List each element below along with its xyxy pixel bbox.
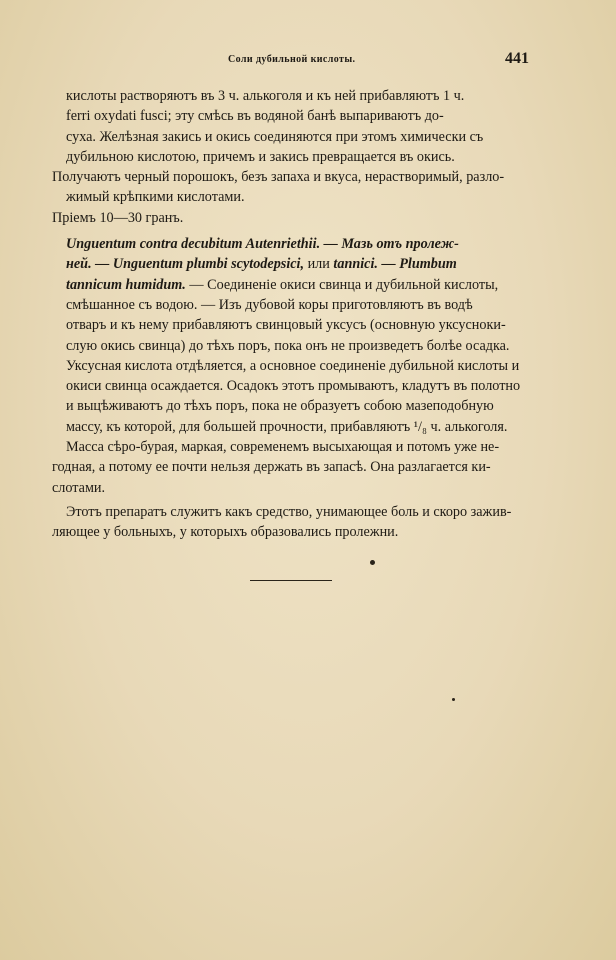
text-line: слотами. — [52, 479, 106, 496]
ink-speck — [370, 560, 375, 565]
running-title: Соли дубильной кислоты. — [228, 54, 356, 65]
paragraph-usage — [52, 502, 530, 543]
paragraph-dose: Пріемъ 10—30 гранъ. — [52, 209, 184, 226]
text-fragment: или — [304, 256, 334, 273]
paragraph-1 — [52, 86, 530, 167]
text-line: отваръ и къ нему прибавляютъ свинцовый уксусъ (основную уксусноки- — [66, 317, 506, 334]
ointment-title: tannicum humidum. — [66, 276, 186, 293]
body-text — [52, 86, 530, 543]
ointment-title: tannici. — Plumbum — [333, 256, 457, 273]
text-line: Уксусная кислота отдѣляется, а основное соединеніе дубильной кислоты и — [66, 357, 520, 374]
text-line: Масса сѣро-бурая, маркая, современемъ высыхающая и потомъ уже не- — [66, 439, 500, 456]
text-line: слую окись свинца) до тѣхъ поръ, пока онъ не произведетъ болѣе осадка. — [66, 337, 510, 354]
ointment-title: Unguentum contra decubitum Autenriethii. — Мазь отъ пролеж- — [66, 236, 459, 253]
ointment-title: ней. — Unguentum plumbi scytodepsici, — [66, 256, 305, 273]
text-line: кислоты растворяютъ въ 3 ч. алькоголя и къ ней прибавляютъ 1 ч. — [66, 88, 465, 104]
text-fragment: — Соединеніе окиси свинца и дубильной кислоты, — [185, 276, 499, 293]
page-number: 441 — [505, 50, 529, 67]
text-line: дубильною кислотою, причемъ и закись превращается въ окись. — [66, 148, 455, 165]
paragraph-mass — [52, 437, 530, 498]
section-rule — [250, 580, 332, 581]
paragraph-ointment — [52, 234, 530, 437]
text-line: Этотъ препаратъ служитъ какъ средство, унимающее боль и скоро зажив- — [66, 503, 512, 520]
text-line: годная, а потому ее почти нельзя держать въ запасѣ. Она разлагается ки- — [52, 459, 491, 476]
ink-speck — [452, 698, 455, 701]
paragraph-2 — [52, 167, 530, 208]
text-line: ferri oxydati fusci; эту смѣсь въ водяной банѣ выпариваютъ до- — [66, 108, 444, 125]
text-line: окиси свинца осаждается. Осадокъ этотъ промываютъ, кладутъ въ полотно — [66, 378, 521, 395]
text-line: ляющее у больныхъ, у которыхъ образовались пролежни. — [52, 524, 399, 541]
text-line: жимый крѣпкими кислотами. — [66, 189, 245, 206]
text-line: Получаютъ черный порошокъ, безъ запаха и вкуса, нерастворимый, разло- — [52, 169, 505, 186]
text-line: массу, къ которой, для большей прочности, прибавляютъ ¹/₈ ч. алькоголя. — [66, 418, 508, 435]
text-line: смѣшанное съ водою. — Изъ дубовой коры приготовляютъ въ водѣ — [66, 296, 473, 313]
text-line: и выцѣживаютъ до тѣхъ поръ, пока не образуетъ собою мазеподобную — [66, 398, 494, 415]
text-line: суха. Желѣзная закись и окись соединяются при этомъ химически съ — [66, 128, 484, 145]
